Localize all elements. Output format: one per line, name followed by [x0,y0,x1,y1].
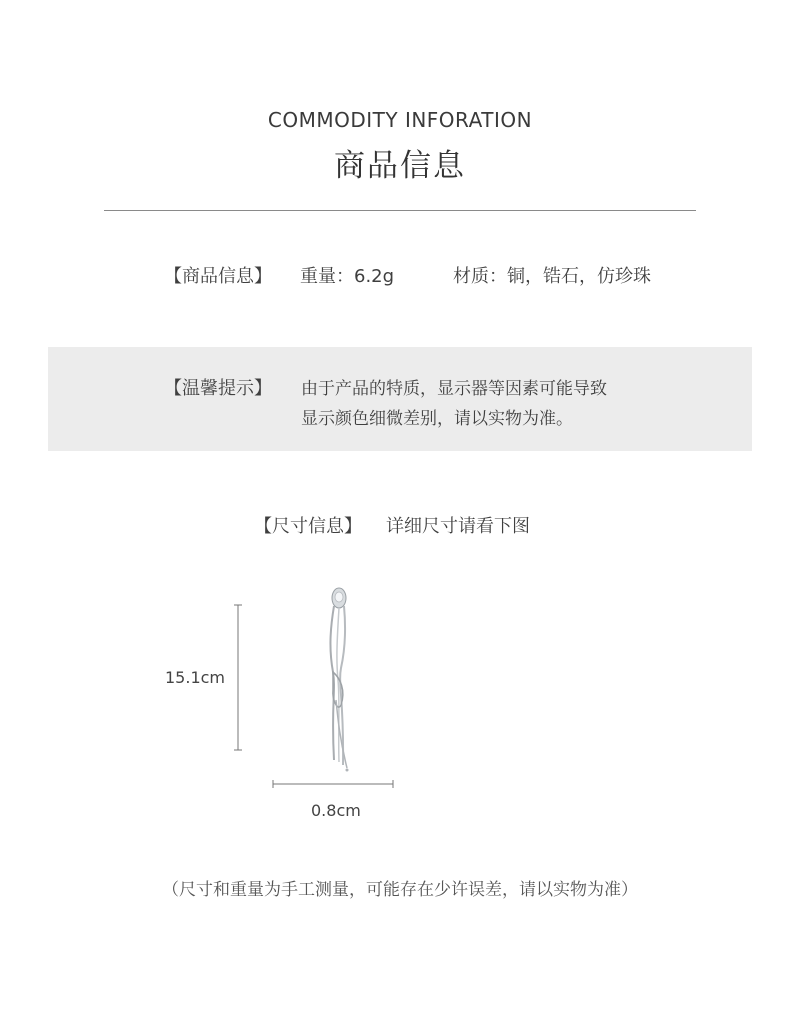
info-weight: 重量：6.2g [300,266,395,287]
earring-image [330,588,348,772]
notice-line-2: 显示颜色细微差别，请以实物为准。 [301,409,573,429]
info-material: 材质：铜，锆石，仿珍珠 [453,266,651,287]
width-dimension-line [273,780,393,788]
footnote: （尺寸和重量为手工测量，可能存在少许误差，请以实物为准） [162,880,638,900]
info-label: 【商品信息】 [164,266,272,287]
title-chinese: 商品信息 [334,148,466,184]
title-english: COMMODITY INFORATION [267,108,533,132]
height-value: 15.1cm [165,668,226,687]
size-description: 详细尺寸请看下图 [386,516,530,537]
height-dimension-line [234,605,242,750]
notice-label: 【温馨提示】 [164,378,272,399]
notice-line-1: 由于产品的特质，显示器等因素可能导致 [301,379,607,399]
width-value: 0.8cm [311,801,361,820]
size-label: 【尺寸信息】 [254,516,362,537]
